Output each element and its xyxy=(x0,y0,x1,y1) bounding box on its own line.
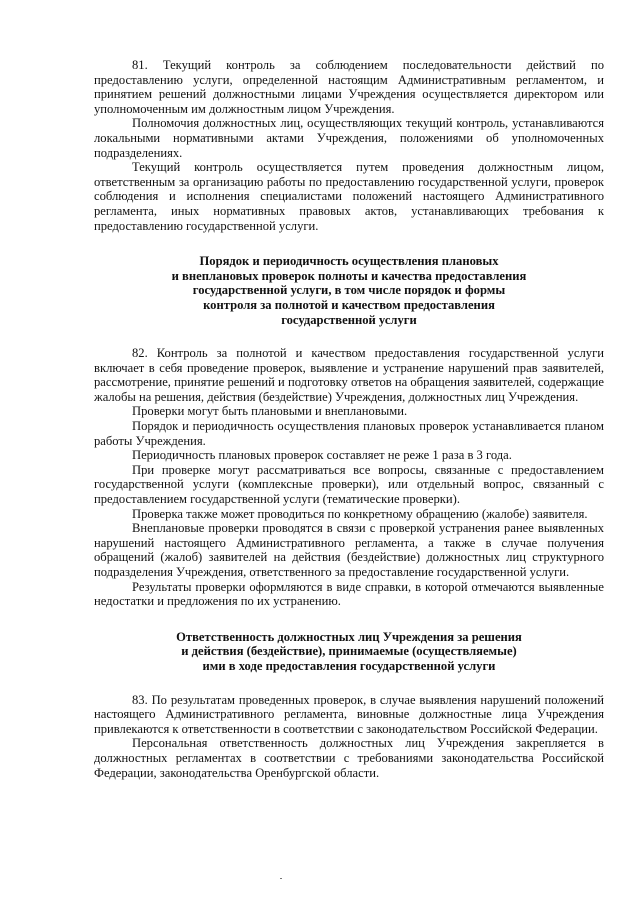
heading-line: государственной услуги xyxy=(281,312,417,327)
paragraph-81: 81. Текущий контроль за соблюдением последовательности действий по предоставлению услуги, определенной настоящим Административным регламентом, и принятием решений должностными лицами Учреждения осуществляется директором или уполномоченным им должностным лицом Учреждения. xyxy=(94,58,604,116)
paragraph-results: Результаты проверки оформляются в виде справки, в которой отмечаются выявленные недостатки и предложения по их устранению. xyxy=(94,579,604,609)
paragraph-personal-responsibility: Персональная ответственность должностных лиц Учреждения закрепляется в должностных регламентах в соответствии с требованиями законодательства Российской Федерации, законодательства Оренбургской области. xyxy=(94,736,604,780)
paragraph-82: 82. Контроль за полнотой и качеством предоставления государственной услуги включает в себя проведение проверок, выявление и устранение нарушений прав заявителей, рассмотрение, принятие решений и подготовку ответов на обращения заявителей, содержащие жалобы на решения, действия (бездействие) Учреждения, должностных лиц Учреждения. xyxy=(94,346,604,404)
paragraph-current-control: Текущий контроль осуществляется путем проведения должностным лицом, ответственным за организацию работы по предоставлению государственной услуги, проверок соблюдения и исполнения специалистами положений настоящего Административного регламента, иных нормативных правовых актов, устанавливающих требования к предоставлению государственной услуги. xyxy=(94,160,604,233)
heading-line: Ответственность должностных лиц Учреждения за решения xyxy=(176,629,522,644)
paragraph-inspection-scope: При проверке могут рассматриваться все вопросы, связанные с предоставлением государственной услуги (комплексные проверки), или отдельный вопрос, связанный с предоставлением государственной услуги (тематические проверки). xyxy=(94,462,604,507)
paragraph-unplanned: Внеплановые проверки проводятся в связи с проверкой устранения ранее выявленных нарушений настоящего Административного регламента, а также в случае получения обращений (жалоб) заявителей на действия (бездействие) должностных лиц структурного подразделения Учреждения, ответственного за предоставление государственной услуги. xyxy=(94,521,604,579)
heading-line: Порядок и периодичность осуществления плановых xyxy=(199,254,499,269)
heading-line: ими в ходе предоставления государственной услуги xyxy=(202,658,496,673)
heading-line: и действия (бездействие), принимаемые (осуществляемые) xyxy=(181,644,517,659)
paragraph-planned-order: Порядок и периодичность осуществления плановых проверок устанавливается планом работы Учреждения. xyxy=(94,419,604,448)
paragraph-periodicity: Периодичность плановых проверок составляет не реже 1 раза в 3 года. xyxy=(132,448,512,463)
paragraph-complaint-inspection: Проверка также может проводиться по конкретному обращению (жалобе) заявителя. xyxy=(132,506,588,521)
scan-speck xyxy=(280,878,282,879)
section-heading-inspections xyxy=(94,254,604,327)
heading-line: государственной услуги, в том числе порядок и формы xyxy=(192,283,506,298)
paragraph-powers: Полномочия должностных лиц, осуществляющих текущий контроль, устанавливаются локальными нормативными актами Учреждения, положениями об уполномоченных подразделениях. xyxy=(94,116,604,160)
paragraph-inspection-types: Проверки могут быть плановыми и внеплановыми. xyxy=(132,404,408,419)
section-heading-responsibility xyxy=(94,630,604,674)
paragraph-83: 83. По результатам проведенных проверок, в случае выявления нарушений положений настоящего Административного регламента, виновные должностные лица Учреждения привлекаются к ответственности в соответствии с законодательством Российской Федерации. xyxy=(94,692,604,736)
heading-line: контроля за полнотой и качеством предоставления xyxy=(203,297,495,312)
heading-line: и внеплановых проверок полноты и качества предоставления xyxy=(171,268,527,283)
